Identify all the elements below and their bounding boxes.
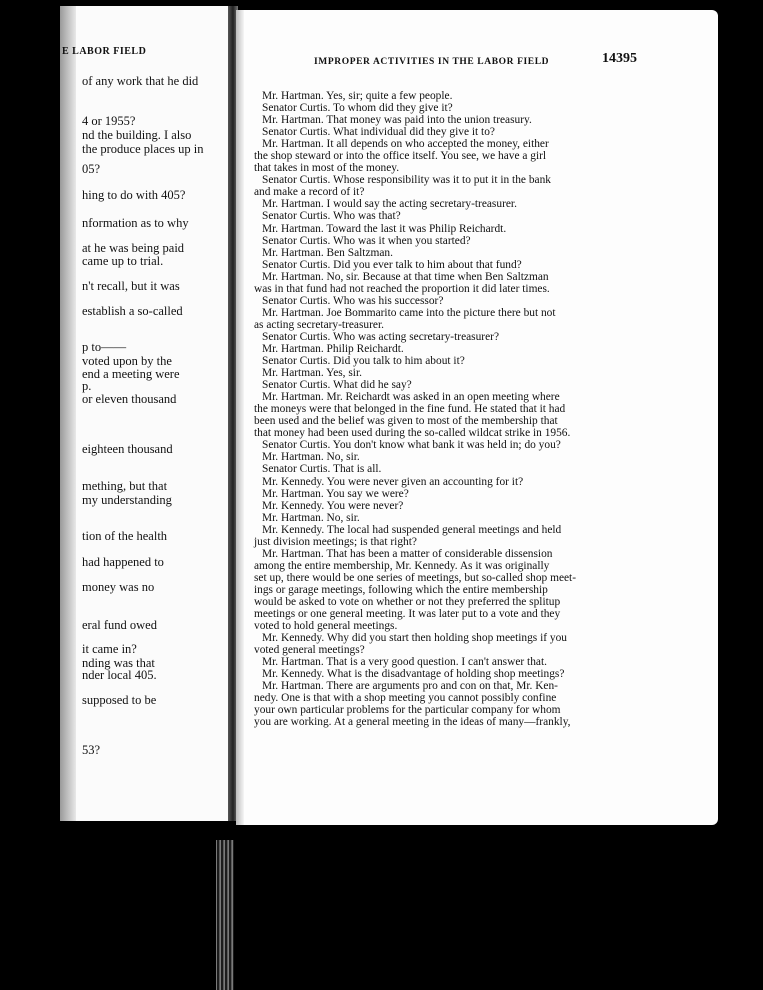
transcript-line: Mr. Hartman. You say we were?	[262, 487, 409, 500]
left-page-line: 4 or 1955?	[82, 114, 136, 128]
left-page-line: it came in?	[82, 642, 137, 656]
left-page-header: E LABOR FIELD	[62, 46, 147, 57]
left-page-line: 53?	[82, 743, 101, 757]
transcript-line: Mr. Kennedy. You were never?	[262, 499, 404, 512]
transcript-line: the moneys were that belonged in the fine fund. He stated that it had	[254, 403, 566, 416]
left-page-line: p.	[82, 379, 92, 393]
transcript-line: nedy. One is that with a shop meeting you cannot possibly confine	[254, 692, 557, 705]
transcript-line: Mr. Hartman. I would say the acting secretary-treasurer.	[262, 198, 517, 211]
running-header-title: IMPROPER ACTIVITIES IN THE LABOR FIELD	[314, 57, 550, 67]
transcript-line: Mr. Hartman. Joe Bommarito came into the picture there but not	[262, 306, 556, 319]
left-page-line: at he was being paid	[82, 241, 185, 255]
left-page-line: p to——	[82, 340, 127, 354]
transcript-line: Mr. Hartman. No, sir.	[262, 451, 360, 464]
page-number: 14395	[602, 51, 637, 66]
transcript-line: and make a record of it?	[254, 186, 365, 199]
transcript-line: Senator Curtis. Who was that?	[262, 210, 401, 223]
transcript-line: Mr. Kennedy. The local had suspended general meetings and held	[262, 523, 562, 536]
transcript-line: Mr. Hartman. Ben Saltzman.	[262, 246, 393, 259]
transcript-line: you are working. At a general meeting in the ideas of many—frankly,	[254, 716, 571, 729]
transcript-line: among the entire membership, Mr. Kennedy. As it was originally	[254, 559, 550, 572]
left-page-line: came up to trial.	[82, 254, 164, 268]
transcript-line: that takes in most of the money.	[254, 162, 400, 175]
transcript-line: Mr. Kennedy. Why did you start then holding shop meetings if you	[262, 632, 567, 645]
transcript-line: Mr. Hartman. There are arguments pro and con on that, Mr. Ken-	[262, 680, 558, 693]
transcript-line: Senator Curtis. To whom did they give it?	[262, 102, 453, 115]
transcript-line: Senator Curtis. Who was his successor?	[262, 294, 444, 307]
left-page-line: n't recall, but it was	[82, 279, 180, 293]
left-page-line: nd the building. I also	[82, 128, 192, 142]
transcript-line: meetings or one general meeting. It was later put to a vote and they	[254, 608, 561, 621]
transcript-line: voted general meetings?	[254, 644, 365, 657]
left-page-line: or eleven thousand	[82, 392, 177, 406]
transcript-line: been used and the belief was given to most of the membership that	[254, 415, 558, 428]
transcript-line: Senator Curtis. Did you talk to him about it?	[262, 355, 465, 368]
transcript-line: Mr. Hartman. Philip Reichardt.	[262, 342, 404, 355]
transcript-line: Mr. Hartman. No, sir.	[262, 511, 360, 524]
left-page-line: 05?	[82, 162, 101, 176]
right-page-edge	[236, 10, 244, 825]
left-page-line: mething, but that	[82, 479, 168, 493]
transcript-line: the shop steward or into the office itself. You see, we have a girl	[254, 150, 547, 163]
transcript-line: Senator Curtis. What did he say?	[262, 379, 412, 392]
transcript-line: Senator Curtis. That is all.	[262, 463, 382, 476]
transcript-line: Mr. Hartman. Yes, sir; quite a few people.	[262, 90, 453, 102]
left-page-line: hing to do with 405?	[82, 188, 186, 202]
left-page-line: of any work that he did	[82, 74, 199, 88]
transcript-line: Mr. Kennedy. What is the disadvantage of holding shop meetings?	[262, 668, 565, 681]
transcript-line: was in that fund had not reached the proportion it did later times.	[254, 282, 550, 295]
transcript-line: just division meetings; is that right?	[254, 535, 417, 548]
transcript-line: Mr. Hartman. That is a very good question. I can't answer that.	[262, 656, 547, 669]
transcript-line: Mr. Hartman. That has been a matter of considerable dissension	[262, 547, 553, 560]
transcript-body	[254, 90, 654, 728]
transcript-line: Senator Curtis. What individual did they give it to?	[262, 126, 495, 139]
transcript-line: Mr. Hartman. Mr. Reichardt was asked in an open meeting where	[262, 391, 560, 404]
left-page-line: money was no	[82, 580, 155, 594]
left-page-line: my understanding	[82, 493, 172, 507]
transcript-line: that money had been used during the so-called wildcat strike in 1956.	[254, 427, 571, 440]
transcript-line: Mr. Kennedy. You were never given an accounting for it?	[262, 475, 524, 488]
left-page-line: end a meeting were	[82, 367, 180, 381]
transcript-line: Senator Curtis. Who was acting secretary-treasurer?	[262, 330, 500, 343]
book-spine	[216, 840, 234, 990]
transcript-line: Senator Curtis. Who was it when you started?	[262, 234, 471, 247]
transcript-line: would be asked to vote on whether or not they preferred the splitup	[254, 595, 561, 608]
transcript-line: Mr. Hartman. Yes, sir.	[262, 367, 362, 380]
left-page-line: had happened to	[82, 555, 164, 569]
left-page-line: voted upon by the	[82, 354, 172, 368]
right-page	[236, 10, 718, 825]
left-page-line: eral fund owed	[82, 618, 157, 632]
transcript-line: Mr. Hartman. It all depends on who accepted the money, either	[262, 138, 549, 151]
left-page-line: the produce places up in	[82, 142, 204, 156]
transcript-line: ings or garage meetings, following which the entire membership	[254, 583, 548, 596]
transcript-line: Mr. Hartman. No, sir. Because at that time when Ben Saltzman	[262, 270, 549, 283]
left-page-shadow	[60, 6, 76, 821]
left-page-line: eighteen thousand	[82, 442, 173, 456]
transcript-line: voted to hold general meetings.	[254, 620, 398, 633]
left-page-line: nformation as to why	[82, 216, 189, 230]
transcript-line: Mr. Hartman. That money was paid into the union treasury.	[262, 114, 532, 127]
transcript-line: your own particular problems for the particular company for whom	[254, 704, 561, 717]
left-page-line: establish a so-called	[82, 304, 183, 318]
transcript-line: as acting secretary-treasurer.	[254, 318, 384, 331]
left-page-line: tion of the health	[82, 529, 168, 543]
left-page-line: nder local 405.	[82, 668, 157, 682]
transcript-line: Senator Curtis. You don't know what bank it was held in; do you?	[262, 439, 561, 452]
left-page-line: supposed to be	[82, 693, 157, 707]
transcript-line: set up, there would be one series of meetings, but so-called shop meet-	[254, 571, 577, 584]
transcript-line: Senator Curtis. Did you ever talk to him about that fund?	[262, 258, 522, 271]
transcript-line: Senator Curtis. Whose responsibility was it to put it in the bank	[262, 174, 551, 187]
transcript-line: Mr. Hartman. Toward the last it was Philip Reichardt.	[262, 222, 507, 235]
left-page	[60, 6, 230, 821]
left-page-line: nding was that	[82, 656, 155, 670]
